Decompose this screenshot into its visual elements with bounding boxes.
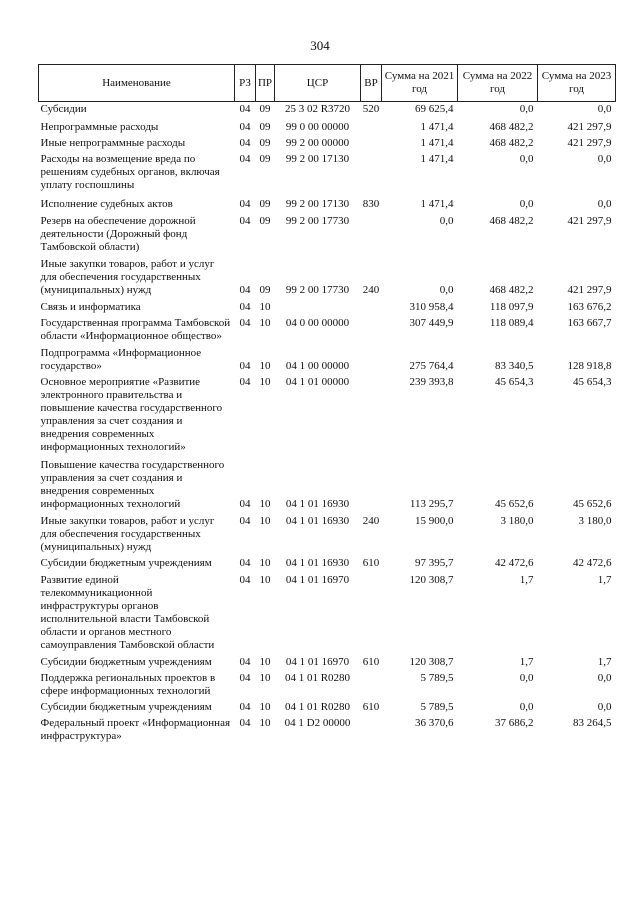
table-cell-sum-2021: 15 900,0	[415, 515, 454, 527]
table-cell-rz: 04	[239, 557, 251, 569]
table-cell-sum-2022: 468 482,2	[489, 215, 534, 227]
table-cell-sum-2023: 421 297,9	[567, 215, 612, 227]
table-cell-sum-2022: 0,0	[519, 103, 534, 115]
table-cell-vr	[361, 343, 382, 373]
table-row	[39, 570, 616, 652]
table-cell-pr: 10	[259, 717, 271, 729]
table-cell-rz: 04	[239, 198, 251, 210]
table-cell-name: Непрограммные расходы	[40, 121, 159, 133]
header-name: Наименование	[39, 65, 235, 102]
page-number: 304	[310, 38, 330, 53]
table-cell-sum-2022: 83 340,5	[495, 360, 534, 372]
budget-table	[38, 64, 616, 743]
table-cell-sum-2021: 97 395,7	[415, 557, 454, 569]
table-cell-sum-2021: 1 471,4	[420, 153, 454, 165]
table-cell-name: Иные закупки товаров, работ и услуг для обеспечения государственных (муниципальных) нужд	[40, 515, 215, 553]
table-cell-vr	[361, 570, 382, 652]
table-cell-sum-2021: 5 789,5	[420, 701, 454, 713]
table-cell-pr: 10	[259, 672, 271, 684]
table-cell-csr: 04 0 00 00000	[285, 317, 350, 329]
table-row	[39, 454, 616, 511]
table-cell-sum-2021: 113 295,7	[409, 498, 454, 510]
table-cell-rz: 04	[239, 701, 251, 713]
table-cell-sum-2023: 3 180,0	[578, 515, 612, 527]
table-cell-sum-2021: 1 471,4	[420, 137, 454, 149]
table-header-row	[39, 65, 616, 102]
table-cell-rz: 04	[239, 498, 251, 510]
table-cell-rz: 04	[239, 137, 251, 149]
table-cell-sum-2023: 83 264,5	[573, 717, 612, 729]
table-cell-vr	[361, 714, 382, 743]
table-cell-csr: 04 1 01 16930	[285, 498, 350, 510]
table-cell-csr: 99 2 00 17130	[285, 153, 350, 165]
table-cell-rz: 04	[239, 360, 251, 372]
table-cell-vr	[361, 211, 382, 254]
table-cell-csr: 04 1 01 R0280	[284, 701, 351, 713]
table-cell-name: Субсидии	[40, 103, 87, 115]
table-cell-sum-2023: 421 297,9	[567, 137, 612, 149]
table-cell-csr	[275, 297, 361, 314]
table-cell-csr: 04 1 01 16970	[285, 574, 350, 586]
table-cell-sum-2023: 45 654,3	[573, 376, 612, 388]
table-cell-sum-2023: 163 667,7	[567, 317, 612, 329]
table-row	[39, 511, 616, 554]
table-cell-rz: 04	[239, 284, 251, 296]
table-cell-csr: 99 2 00 00000	[285, 137, 350, 149]
table-cell-name: Основное мероприятие «Развитие электронного правительства и повышение качества государственного управления за счет создания и внедрения современных информационных технологий»	[40, 376, 223, 453]
table-cell-vr	[361, 373, 382, 454]
table-cell-sum-2022: 42 472,6	[495, 557, 534, 569]
table-cell-csr: 04 1 D2 00000	[284, 717, 351, 729]
table-cell-sum-2022: 468 482,2	[489, 284, 534, 296]
table-cell-vr: 610	[362, 656, 380, 668]
table-cell-sum-2022: 0,0	[519, 198, 534, 210]
table-cell-name: Исполнение судебных актов	[40, 198, 173, 210]
table-cell-sum-2022: 0,0	[519, 153, 534, 165]
table-cell-csr: 99 2 00 17730	[285, 284, 350, 296]
table-cell-sum-2023: 0,0	[597, 672, 612, 684]
table-cell-name: Государственная программа Тамбовской области «Информационное общество»	[40, 317, 231, 342]
table-cell-sum-2021: 310 958,4	[409, 301, 454, 313]
table-cell-sum-2022: 468 482,2	[489, 137, 534, 149]
table-cell-pr: 10	[259, 376, 271, 388]
table-cell-sum-2021: 307 449,9	[409, 317, 454, 329]
table-cell-vr	[361, 134, 382, 150]
table-cell-sum-2023: 45 652,6	[573, 498, 612, 510]
table-cell-sum-2021: 5 789,5	[420, 672, 454, 684]
table-row	[39, 669, 616, 698]
table-cell-sum-2023: 0,0	[597, 198, 612, 210]
table-cell-vr: 610	[362, 557, 380, 569]
table-cell-sum-2022: 3 180,0	[500, 515, 534, 527]
table-cell-sum-2021: 239 393,8	[409, 376, 454, 388]
table-cell-name: Связь и информатика	[40, 301, 141, 313]
table-cell-sum-2021: 0,0	[439, 215, 454, 227]
table-cell-sum-2022: 1,7	[519, 574, 534, 586]
table-cell-sum-2022: 45 654,3	[495, 376, 534, 388]
table-cell-rz: 04	[239, 121, 251, 133]
table-cell-name: Субсидии бюджетным учреждениям	[40, 557, 212, 569]
header-sum-2023: Сумма на 2023 год	[538, 65, 616, 102]
table-cell-name: Субсидии бюджетным учреждениям	[40, 656, 212, 668]
table-cell-pr: 09	[259, 121, 271, 133]
table-cell-sum-2021: 120 308,7	[409, 574, 454, 586]
table-cell-name: Иные закупки товаров, работ и услуг для обеспечения государственных (муниципальных) нужд	[40, 258, 215, 296]
table-cell-sum-2023: 1,7	[597, 656, 612, 668]
table-cell-name: Повышение качества государственного управления за счет создания и внедрения современных информационных технологий	[40, 459, 225, 510]
table-cell-rz: 04	[239, 656, 251, 668]
table-cell-csr: 04 1 01 16970	[285, 656, 350, 668]
table-cell-vr: 610	[362, 701, 380, 713]
table-cell-rz: 04	[239, 301, 251, 313]
table-cell-vr	[361, 314, 382, 343]
table-row	[39, 211, 616, 254]
table-cell-pr: 10	[259, 656, 271, 668]
header-rz: РЗ	[235, 65, 256, 102]
table-cell-pr: 10	[259, 701, 271, 713]
table-cell-vr: 830	[362, 198, 380, 210]
table-row	[39, 150, 616, 192]
table-cell-csr: 04 1 01 00000	[285, 376, 350, 388]
table-cell-pr: 09	[259, 284, 271, 296]
table-row	[39, 698, 616, 714]
table-cell-sum-2022: 0,0	[519, 672, 534, 684]
table-cell-sum-2021: 1 471,4	[420, 198, 454, 210]
table-body	[39, 102, 616, 744]
table-row	[39, 652, 616, 669]
header-sum-2022: Сумма на 2022 год	[458, 65, 538, 102]
table-cell-rz: 04	[239, 574, 251, 586]
table-cell-sum-2021: 36 370,6	[415, 717, 454, 729]
table-cell-csr: 99 2 00 17730	[285, 215, 350, 227]
table-cell-vr	[361, 150, 382, 192]
table-cell-csr: 25 3 02 R3720	[284, 103, 351, 115]
table-cell-pr: 10	[259, 574, 271, 586]
table-cell-name: Подпрограмма «Информационное государство»	[40, 347, 202, 372]
table-cell-vr	[361, 297, 382, 314]
table-cell-sum-2022: 118 089,4	[489, 317, 534, 329]
table-cell-pr: 10	[259, 360, 271, 372]
table-cell-name: Иные непрограммные расходы	[40, 137, 186, 149]
table-cell-sum-2023: 0,0	[597, 103, 612, 115]
table-cell-sum-2023: 128 918,8	[567, 360, 612, 372]
table-cell-rz: 04	[239, 103, 251, 115]
table-cell-vr	[361, 116, 382, 134]
table-cell-sum-2021: 1 471,4	[420, 121, 454, 133]
table-cell-pr: 09	[259, 153, 271, 165]
table-cell-sum-2023: 1,7	[597, 574, 612, 586]
table-cell-rz: 04	[239, 515, 251, 527]
table-cell-sum-2023: 421 297,9	[567, 121, 612, 133]
table-row	[39, 102, 616, 117]
table-cell-sum-2022: 468 482,2	[489, 121, 534, 133]
table-row	[39, 297, 616, 314]
table-row	[39, 254, 616, 297]
table-cell-rz: 04	[239, 215, 251, 227]
table-cell-sum-2021: 120 308,7	[409, 656, 454, 668]
table-cell-vr	[361, 454, 382, 511]
table-cell-name: Поддержка региональных проектов в сфере информационных технологий	[40, 672, 216, 697]
table-cell-name: Развитие единой телекоммуникационной инфраструктуры органов исполнительной власти Тамбовской области и органов местного самоуправления Тамбовской области	[40, 574, 215, 651]
table-cell-name: Федеральный проект «Информационная инфраструктура»	[40, 717, 231, 742]
table-cell-sum-2021: 0,0	[439, 284, 454, 296]
table-cell-pr: 10	[259, 301, 271, 313]
table-cell-pr: 10	[259, 515, 271, 527]
table-row	[39, 116, 616, 134]
table-cell-vr: 240	[362, 284, 380, 296]
table-cell-pr: 09	[259, 103, 271, 115]
table-cell-rz: 04	[239, 317, 251, 329]
table-cell-csr: 04 1 00 00000	[285, 360, 350, 372]
table-row	[39, 343, 616, 373]
table-cell-name: Резерв на обеспечение дорожной деятельности (Дорожный фонд Тамбовской области)	[40, 215, 196, 253]
table-cell-pr: 10	[259, 498, 271, 510]
table-row	[39, 192, 616, 211]
table-cell-pr: 10	[259, 557, 271, 569]
table-row	[39, 373, 616, 454]
table-cell-pr: 09	[259, 215, 271, 227]
table-cell-csr: 04 1 01 16930	[285, 515, 350, 527]
header-csr: ЦСР	[275, 65, 361, 102]
table-cell-name: Субсидии бюджетным учреждениям	[40, 701, 212, 713]
table-cell-pr: 09	[259, 137, 271, 149]
header-pr: ПР	[256, 65, 275, 102]
table-cell-rz: 04	[239, 672, 251, 684]
table-cell-sum-2021: 275 764,4	[409, 360, 454, 372]
table-cell-vr: 520	[362, 103, 380, 115]
table-cell-sum-2022: 1,7	[519, 656, 534, 668]
table-cell-sum-2023: 0,0	[597, 153, 612, 165]
table-cell-sum-2023: 163 676,2	[567, 301, 612, 313]
table-row	[39, 554, 616, 570]
table-cell-sum-2022: 45 652,6	[495, 498, 534, 510]
table-cell-rz: 04	[239, 717, 251, 729]
table-cell-sum-2022: 118 097,9	[489, 301, 534, 313]
table-cell-sum-2022: 37 686,2	[495, 717, 534, 729]
table-cell-vr	[361, 669, 382, 698]
table-row	[39, 134, 616, 150]
table-cell-csr: 04 1 01 16930	[285, 557, 350, 569]
table-cell-pr: 09	[259, 198, 271, 210]
table-cell-rz: 04	[239, 153, 251, 165]
table-row	[39, 714, 616, 743]
table-cell-vr: 240	[362, 515, 380, 527]
table-cell-csr: 04 1 01 R0280	[284, 672, 351, 684]
table-cell-sum-2023: 0,0	[597, 701, 612, 713]
table-cell-sum-2022: 0,0	[519, 701, 534, 713]
table-cell-rz: 04	[239, 376, 251, 388]
header-vr: ВР	[361, 65, 382, 102]
table-cell-pr: 10	[259, 317, 271, 329]
table-cell-name: Расходы на возмещение вреда по решениям судебных органов, включая уплату госпошлины	[40, 153, 220, 191]
table-cell-csr: 99 2 00 17130	[285, 198, 350, 210]
table-row	[39, 314, 616, 343]
table-cell-sum-2021: 69 625,4	[415, 103, 454, 115]
table-cell-csr: 99 0 00 00000	[285, 121, 350, 133]
table-cell-sum-2023: 421 297,9	[567, 284, 612, 296]
table-cell-sum-2023: 42 472,6	[573, 557, 612, 569]
header-sum-2021: Сумма на 2021 год	[382, 65, 458, 102]
